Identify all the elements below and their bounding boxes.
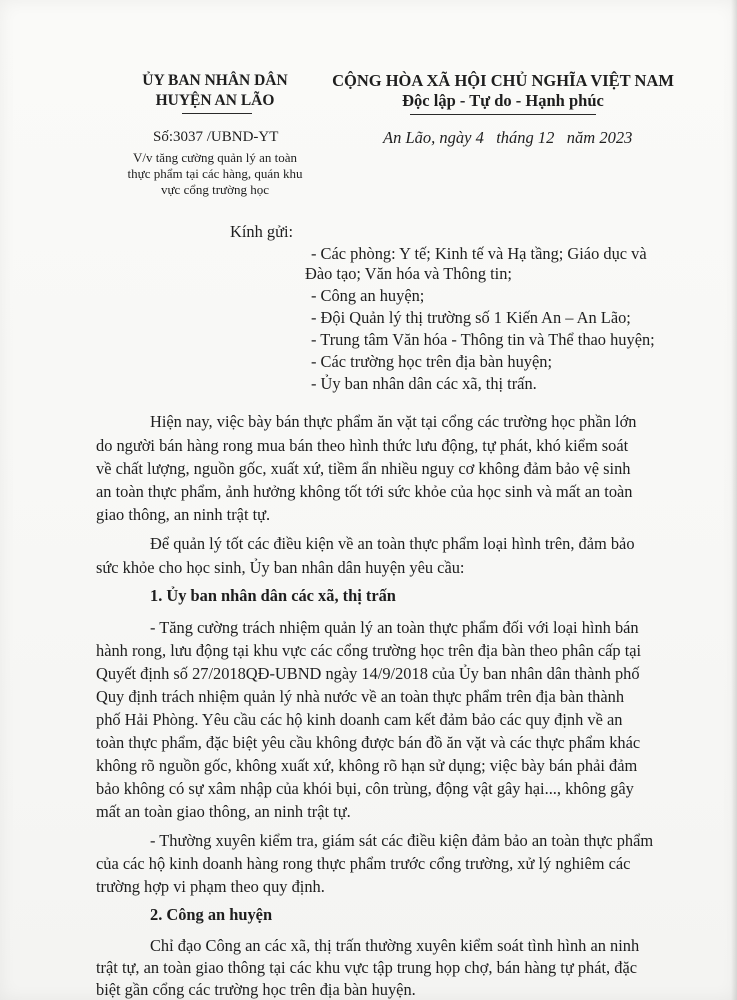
subject-line-3: vực cổng trường học <box>161 182 269 197</box>
recipient-line: - Đội Quản lý thị trường số 1 Kiến An – An Lão; <box>311 308 631 327</box>
section-1-heading: 1. Ủy ban nhân dân các xã, thị trấn <box>150 586 396 605</box>
section-1-line: của các hộ kinh doanh hàng rong thực phẩm trước cổng trường, xử lý nghiêm các <box>96 854 631 873</box>
section-1-line: mất an toàn giao thông, an ninh trật tự. <box>96 802 351 821</box>
request-line: sức khỏe cho học sinh, Ủy ban nhân dân huyện yêu cầu: <box>96 558 465 577</box>
section-1-line: - Thường xuyên kiểm tra, giám sát các điều kiện đảm bảo an toàn thực phẩm <box>150 831 654 850</box>
section-2-heading: 2. Công an huyện <box>150 905 273 924</box>
issuer-name: ỦY BAN NHÂN DÂN <box>142 72 288 89</box>
section-1-line: bảo không có sự xâm nhập của khói bụi, côn trùng, động vật gây hại..., không gây <box>96 779 634 798</box>
issue-date: An Lão, ngày 4 tháng 12 năm 2023 <box>383 128 633 147</box>
section-1-line: hành rong, lưu động tại khu vực các cổng trường học trên địa bàn theo phân cấp tại <box>96 641 642 660</box>
section-2-line: biệt gần cổng các trường học trên địa bàn huyện. <box>96 980 416 999</box>
section-1-line: phố Hải Phòng. Yêu cầu các hộ kinh doanh cam kết đảm bảo các quy định về an <box>96 710 623 729</box>
section-2-line: trật tự, an toàn giao thông tại các khu vực tập trung họp chợ, bán hàng tự phát, đặc <box>96 958 637 977</box>
recipient-line: - Các phòng: Y tế; Kinh tế và Hạ tầng; Giáo dục và <box>311 244 647 263</box>
section-1-line: Quyết định số 27/2018QĐ-UBND ngày 14/9/2018 của Ủy ban nhân dân thành phố <box>96 664 640 683</box>
intro-line: Hiện nay, việc bày bán thực phẩm ăn vặt tại cổng các trường học phần lớn <box>150 412 637 431</box>
subject-line-2: thực phẩm tại các hàng, quán khu <box>127 166 303 181</box>
recipient-line: Đào tạo; Văn hóa và Thông tin; <box>305 264 512 283</box>
page-edge-shadow <box>731 0 737 1000</box>
subject-line-1: V/v tăng cường quản lý an toàn <box>132 150 298 165</box>
intro-line: về chất lượng, nguồn gốc, xuất xứ, tiềm ẩn nhiều nguy cơ không đảm bảo vệ sinh <box>96 459 631 478</box>
intro-line: do người bán hàng rong mua bán theo hình thức lưu động, tự phát, khó kiểm soát <box>96 436 629 455</box>
intro-line: giao thông, an ninh trật tự. <box>96 505 271 524</box>
section-1-line: trường hợp vi phạm theo quy định. <box>96 877 325 896</box>
issuer-district: HUYỆN AN LÃO <box>155 92 275 109</box>
section-1-line: - Tăng cường trách nhiệm quản lý an toàn thực phẩm đối với loại hình bán <box>150 618 639 637</box>
intro-line: an toàn thực phẩm, ảnh hưởng không tốt tới sức khỏe của học sinh và mất an toàn <box>96 482 633 501</box>
motto-underline <box>410 114 596 115</box>
section-1-line: toàn thực phẩm, đặc biệt yêu cầu không được bán đồ ăn vặt và các thực phẩm khác <box>96 733 641 752</box>
issuer-underline <box>182 113 252 114</box>
recipient-line: - Trung tâm Văn hóa - Thông tin và Thể thao huyện; <box>311 330 655 349</box>
national-motto: Độc lập - Tự do - Hạnh phúc <box>402 91 604 110</box>
recipient-line: - Các trường học trên địa bàn huyện; <box>311 352 553 371</box>
request-line: Để quản lý tốt các điều kiện về an toàn thực phẩm loại hình trên, đảm bảo <box>150 534 635 553</box>
recipient-line: - Ủy ban nhân dân các xã, thị trấn. <box>311 374 537 393</box>
section-1-line: không rõ nguồn gốc, không xuất xứ, không rõ hạn sử dụng; việc bày bán phải đảm <box>96 756 638 775</box>
document-reference: Số:3037 /UBND-YT <box>153 129 279 145</box>
recipients-label: Kính gửi: <box>230 222 294 241</box>
section-2-line: Chỉ đạo Công an các xã, thị trấn thường xuyên kiểm soát tình hình an ninh <box>150 936 640 955</box>
recipient-line: - Công an huyện; <box>311 286 425 305</box>
national-title: CỘNG HÒA XÃ HỘI CHỦ NGHĨA VIỆT NAM <box>332 71 674 90</box>
section-1-line: Quy định trách nhiệm quản lý nhà nước về an toàn thực phẩm trên địa bàn thành <box>96 687 625 706</box>
